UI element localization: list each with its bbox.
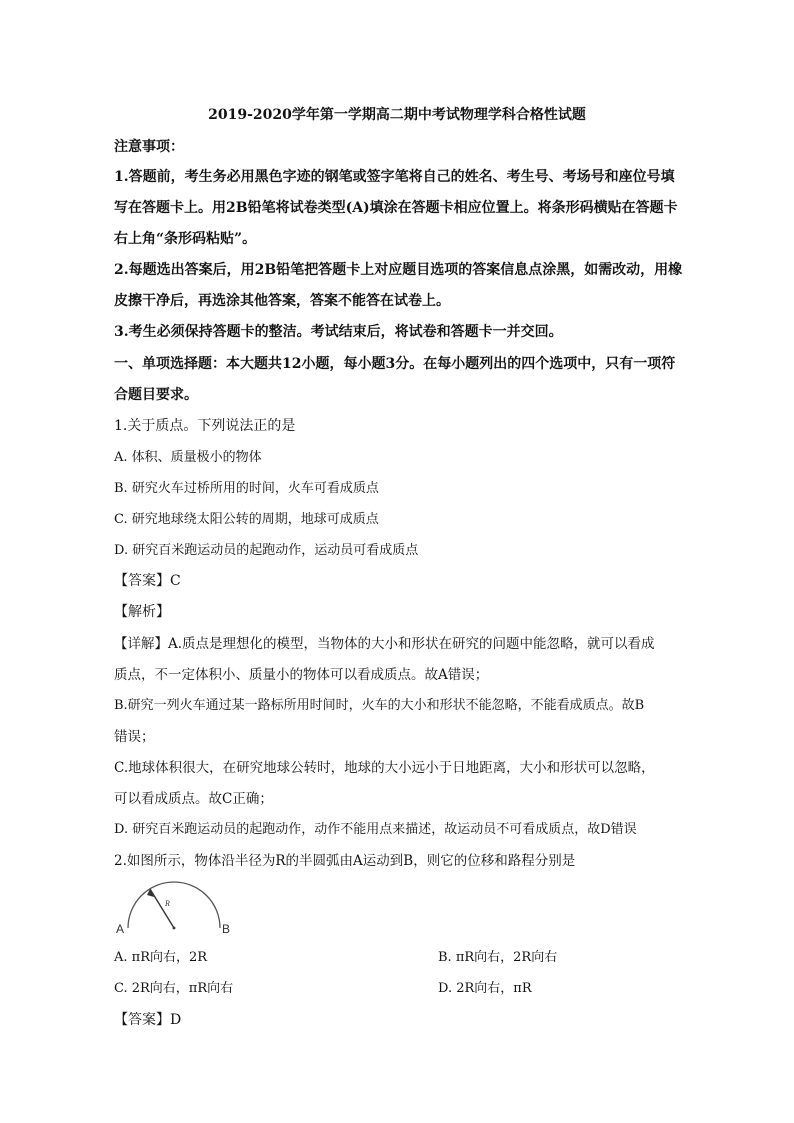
- question-1-analysis-heading: 【解析】: [114, 604, 170, 620]
- question-2-option-c: C. 2R向右，πR向右: [114, 981, 234, 996]
- radius-arrow: [150, 889, 174, 928]
- note-line: 写在答题卡上。用2B铅笔将试卷类型(A)填涂在答题卡相应位置上。将条形码横贴在答题卡: [114, 200, 678, 216]
- question-1-explanation-line: 错误；: [114, 729, 155, 745]
- question-1-option-b: B. 研究火车过桥所用的时间，火车可看成质点: [114, 481, 379, 496]
- question-1-option-d: D. 研究百米跑运动员的起跑动作，运动员可看成质点: [114, 543, 419, 558]
- notice-heading: 注意事项：: [114, 139, 184, 155]
- question-1-explanation-line: 质点，不一定体积小、质量小的物体可以看成质点。故A错误；: [114, 667, 489, 683]
- question-2-answer: 【答案】D: [114, 1012, 182, 1028]
- question-2-stem: 2.如图所示，物体沿半径为R的半圆弧由A运动到B，则它的位移和路程分别是: [114, 853, 576, 869]
- note-line: 右上角“条形码粘贴”。: [114, 231, 257, 247]
- question-2-option-a: A. πR向右，2R: [114, 950, 208, 965]
- section-heading: 一、单项选择题：本大题共12小题，每小题3分。在每小题列出的四个选项中，只有一项符: [114, 356, 676, 372]
- section-heading: 合题目要求。: [114, 387, 198, 403]
- question-1-explanation-line: C.地球体积很大，在研究地球公转时，地球的大小远小于日地距离，大小和形状可以忽略，: [114, 760, 655, 776]
- point-a-label: A: [116, 922, 125, 934]
- question-2-option-b: B. πR向右，2R向右: [438, 950, 558, 965]
- radius-label: R: [165, 899, 170, 908]
- question-1-answer: 【答案】C: [114, 573, 181, 589]
- question-1-option-c: C. 研究地球绕太阳公转的周期，地球可成质点: [114, 512, 379, 527]
- center-point: [173, 927, 176, 930]
- question-1-explanation-line: 可以看成质点。故C正确；: [114, 791, 273, 807]
- semicircle-arc: [128, 882, 220, 928]
- semicircle-figure: [114, 876, 234, 934]
- point-b-label: B: [222, 922, 231, 934]
- question-1-option-a: A. 体积、质量极小的物体: [114, 450, 262, 465]
- page-title: 2019-2020学年第一学期高二期中考试物理学科合格性试题: [208, 107, 586, 123]
- question-2-option-d: D. 2R向右，πR: [438, 981, 532, 996]
- question-1-stem: 1.关于质点。下列说法正的是: [114, 418, 296, 434]
- question-1-explanation-line: B.研究一列火车通过某一路标所用时间时，火车的大小和形状不能忽略，不能看成质点。故B: [114, 698, 645, 713]
- question-1-explanation-line: D. 研究百米跑运动员的起跑动作，动作不能用点来描述，故运动员不可看成质点，故D错误: [114, 822, 637, 837]
- note-line: 皮擦干净后，再选涂其他答案，答案不能答在试卷上。: [114, 293, 450, 309]
- question-1-explanation-line: 【详解】A.质点是理想化的模型，当物体的大小和形状在研究的问题中能忽略，就可以看成: [114, 636, 655, 652]
- note-line: 2.每题选出答案后，用2B铅笔把答题卡上对应题目选项的答案信息点涂黑，如需改动，用橡: [114, 262, 683, 278]
- note-line: 1.答题前，考生务必用黑色字迹的钢笔或签字笔将自己的姓名、考生号、考场号和座位号填: [114, 169, 675, 185]
- note-line: 3.考生必须保持答题卡的整洁。考试结束后，将试卷和答题卡一并交回。: [114, 324, 563, 340]
